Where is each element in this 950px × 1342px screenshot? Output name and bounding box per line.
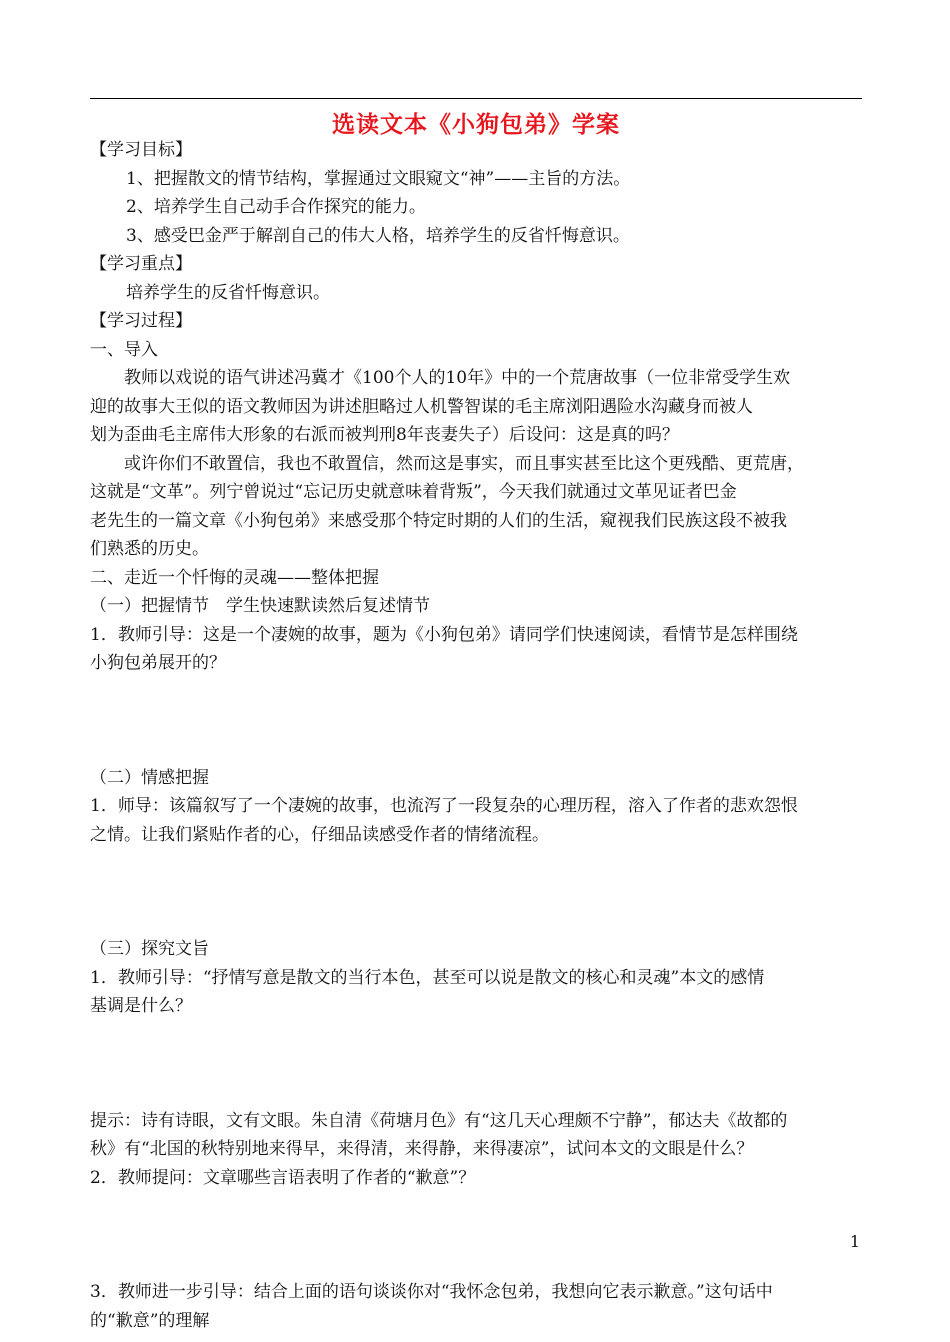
header-rule <box>90 98 862 99</box>
intro-paragraph-line: 或许你们不敢置信，我也不敢置信，然而这是事实，而且事实甚至比这个更残酷、更荒唐， <box>90 453 804 474</box>
goal-item: 3、感受巴金严于解剖自己的伟大人格，培养学生的反省忏悔意识。 <box>126 225 630 246</box>
answer-space <box>90 849 862 935</box>
sub3-question-line: 基调是什么？ <box>90 996 192 1016</box>
document-body <box>90 136 862 1335</box>
focus-text: 培养学生的反省忏悔意识。 <box>126 282 330 303</box>
sub3-question-line: 1．教师引导：“抒情写意是散文的当行本色，甚至可以说是散文的核心和灵魂”本文的感情 <box>90 967 765 988</box>
intro-paragraph-line: 们熟悉的历史。 <box>90 539 209 559</box>
focus-heading: 【学习重点】 <box>90 254 192 274</box>
part2-heading: 二、走近一个忏悔的灵魂——整体把握 <box>90 567 379 588</box>
sub3-question-3-line: 3．教师进一步引导：结合上面的语句谈谈你对“我怀念包弟，我想向它表示歉意。”这句话中 <box>90 1282 773 1302</box>
sub1-question-line: 小狗包弟展开的？ <box>90 653 226 673</box>
process-heading: 【学习过程】 <box>90 311 192 331</box>
page-number: 1 <box>849 1232 860 1251</box>
goal-item: 2、培养学生自己动手合作探究的能力。 <box>126 197 426 217</box>
sub2-question-line: 之情。让我们紧贴作者的心，仔细品读感受作者的情绪流程。 <box>90 824 549 845</box>
hint-line: 秋》有“北国的秋特别地来得早，来得清，来得静，来得凄凉”，试问本文的文眼是什么？ <box>90 1139 754 1159</box>
sub2-heading: （二）情感把握 <box>90 767 209 788</box>
sub3-question-3-line: 的“歉意”的理解 <box>90 1310 210 1331</box>
intro-heading: 一、导入 <box>90 339 158 360</box>
intro-paragraph-line: 迎的故事大王似的语文教师因为讲述胆略过人机警智谋的毛主席浏阳遇险水沟藏身而被人 <box>90 396 753 417</box>
goals-heading: 【学习目标】 <box>90 140 192 160</box>
sub3-question-2: 2．教师提问：文章哪些言语表明了作者的“歉意”？ <box>90 1167 476 1188</box>
intro-paragraph-line: 老先生的一篇文章《小狗包弟》来感受那个特定时期的人们的生活，窥视我们民族这段不被我 <box>90 510 787 531</box>
sub1-question-line: 1．教师引导：这是一个凄婉的故事，题为《小狗包弟》请同学们快速阅读，看情节是怎样围绕 <box>90 624 798 645</box>
answer-space <box>90 1021 862 1107</box>
sub3-heading: （三）探究文旨 <box>90 939 209 959</box>
hint-line: 提示：诗有诗眼，文有文眼。朱自清《荷塘月色》有“这几天心理颇不宁静”，郁达夫《故都的 <box>90 1110 788 1131</box>
intro-paragraph-line: 这就是“文革”。列宁曾说过“忘记历史就意味着背叛”，今天我们就通过文革见证者巴金 <box>90 482 737 502</box>
sub2-question-line: 1．师导：该篇叙写了一个凄婉的故事，也流泻了一段复杂的心理历程，溶入了作者的悲欢怨恨 <box>90 796 798 816</box>
sub1-heading: （一）把握情节 学生快速默读然后复述情节 <box>90 596 430 616</box>
intro-paragraph-line: 教师以戏说的语气讲述冯冀才《100个人的10年》中的一个荒唐故事（一位非常受学生欢 <box>90 368 791 388</box>
goal-item: 1、把握散文的情节结构，掌握通过文眼窥文“神”——主旨的方法。 <box>126 168 631 189</box>
intro-paragraph-line: 划为歪曲毛主席伟大形象的右派而被判刑8年丧妻失子）后设问：这是真的吗？ <box>90 425 679 445</box>
answer-space <box>90 1192 862 1278</box>
document-title: 选读文本《小狗包弟》学案 <box>332 112 620 138</box>
answer-space <box>90 678 862 764</box>
